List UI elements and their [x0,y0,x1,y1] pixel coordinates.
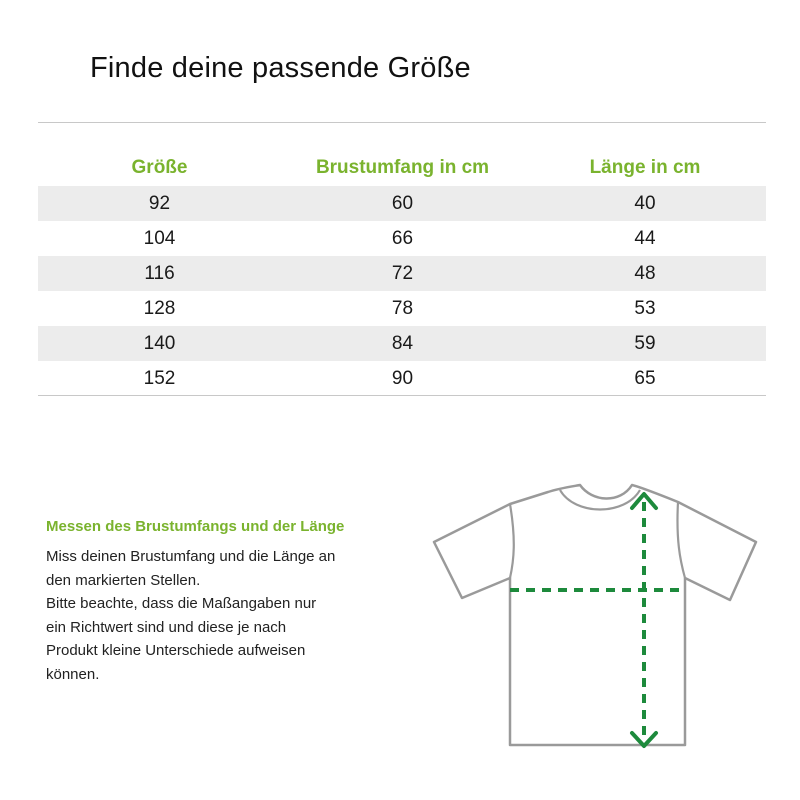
tshirt-collar [560,490,640,510]
table-row [38,291,766,326]
table-header-row [38,150,766,186]
table-row [38,326,766,361]
tshirt-diagram-icon [430,480,770,755]
size-cell: 128 [143,297,176,319]
chest-cell: 66 [391,227,414,249]
size-cell: 140 [143,332,176,354]
size-cell: 152 [143,367,176,389]
header-chest: Brustumfang in cm [315,157,490,178]
length-cell: 48 [634,262,656,284]
table-row [38,361,766,396]
chest-cell: 78 [391,297,414,319]
measuring-heading: Messen des Brustumfangs und der Länge [46,518,345,535]
size-cell: 92 [148,192,171,214]
measuring-line: ein Richtwert sind und diese je nach [46,618,287,636]
table-row [38,186,766,221]
header-size: Größe [131,157,188,178]
chest-cell: 60 [391,192,414,214]
left-sleeve-seam [510,504,514,578]
tshirt-outline [434,485,756,745]
measuring-instructions [46,518,396,686]
divider-top [38,122,766,123]
right-sleeve-seam [677,502,685,578]
measuring-line: Bitte beachte, dass die Maßangaben nur [46,595,317,612]
measuring-text [46,545,396,686]
chest-cell: 84 [391,332,414,354]
chest-cell: 90 [391,367,414,389]
table-row [38,221,766,256]
length-cell: 53 [634,297,656,319]
measuring-line: den markierten Stellen. [46,571,201,589]
table-row [38,256,766,291]
size-cell: 116 [144,262,175,284]
length-cell: 40 [634,192,656,214]
size-cell: 104 [143,227,176,249]
page-title: Finde deine passende Größe [90,52,471,84]
chest-cell: 72 [391,262,414,284]
length-cell: 65 [634,367,656,389]
length-cell: 59 [634,332,656,354]
measuring-line: Produkt kleine Unterschiede aufweisen [46,642,306,659]
size-table [38,150,766,396]
divider-bottom [38,395,766,396]
measuring-line: Miss deinen Brustumfang und die Länge an [46,548,336,565]
header-length: Länge in cm [589,157,701,178]
length-cell: 44 [634,227,656,249]
measuring-line: können. [46,665,100,683]
